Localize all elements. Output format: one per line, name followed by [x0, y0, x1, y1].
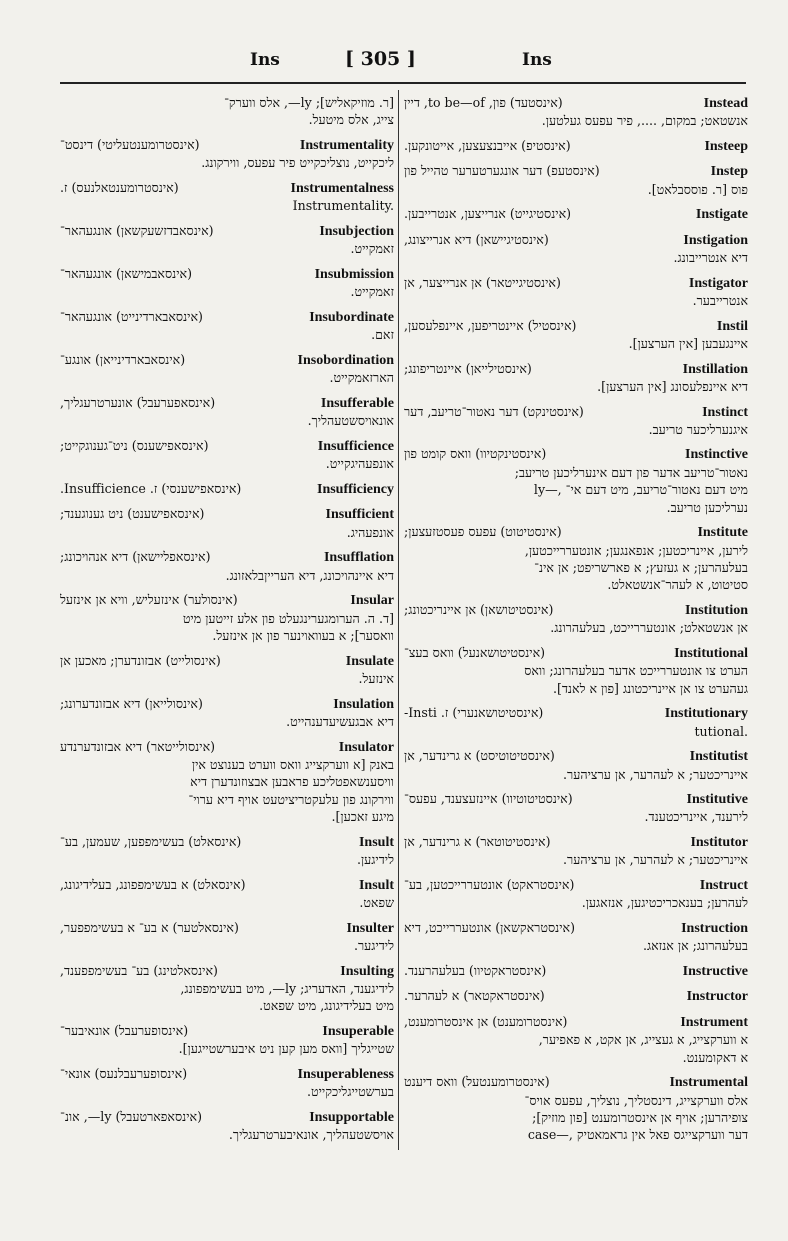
definition-text: הערט צו אונטעררייכט אדער בעלעהרונג; וואס [524, 663, 748, 679]
entry-line [404, 723, 748, 740]
dictionary-entry [404, 445, 748, 516]
entry-line [404, 335, 748, 352]
entry-line [60, 876, 394, 894]
headword: Instinct [702, 404, 748, 420]
entry-line [60, 756, 394, 773]
definition-text: (אינסטיל) איינטריפען, איינפלעסען, [404, 317, 577, 333]
entry-line [60, 265, 394, 283]
headword: Instep [710, 164, 748, 180]
entry-line [60, 326, 394, 343]
headword: Instigator [688, 275, 748, 291]
entry-line [60, 670, 394, 687]
dictionary-entry [404, 833, 748, 869]
dictionary-entry [404, 137, 748, 155]
definition-text: איינגעבען [אין הערצען]. [628, 336, 748, 352]
entry-line [404, 851, 748, 868]
definition-text: Instrumentality. [292, 198, 394, 214]
entry-line [60, 1126, 394, 1143]
dictionary-entry [404, 162, 748, 198]
entry-line [60, 567, 394, 584]
headword: Insteep [704, 138, 748, 154]
headword: Institutor [690, 834, 748, 850]
definition-text: דיא איינהויכונג, דיא הערייןבלאזונג. [225, 567, 394, 583]
definition-text: ly—, מיט דעם נאטור־טריעב, מיט דעם אי־ [533, 482, 748, 498]
definition-text: אנטרייבער. [692, 293, 748, 309]
definition-text: נערליכען טריעב. [666, 499, 748, 515]
definition-text: (אינסאפליישאן) דיא אנהויכונג; [60, 549, 211, 565]
entry-line [60, 283, 394, 300]
dictionary-entry [60, 548, 394, 584]
headword: Insuperableness [297, 1066, 394, 1082]
headword: Insufficience [317, 438, 394, 454]
definition-text: (אינסטראקטאר) א לעהרער. [404, 988, 545, 1004]
entry-line [60, 154, 394, 171]
headword: Insulator [338, 739, 394, 755]
definition-text: סטיטוט, א לעהר־אנשטאלט. [607, 577, 748, 593]
entry-line [60, 1040, 394, 1057]
entry-line [60, 412, 394, 429]
definition-text: הארזאמקייט. [329, 370, 394, 386]
headword: Institutist [689, 749, 748, 765]
dictionary-entry [60, 738, 394, 826]
definition-text: [ד. ה. הערומגערינגעלט פון אלע זייטען מיט [182, 610, 394, 626]
dictionary-entry [60, 480, 394, 498]
entry-line [404, 181, 748, 198]
headword: Insulting [340, 963, 394, 979]
dictionary-entry [404, 704, 748, 740]
definition-text: לעהרען; בענאכריכטיגען, אנזאגען. [581, 895, 748, 911]
dictionary-entry [404, 987, 748, 1005]
definition-text: זאם. [371, 327, 394, 343]
definition-text: (אינסטיטוטיסט) א גרינדער, אן [404, 748, 555, 764]
headword: Insubmission [314, 266, 394, 282]
definition-text: (אינסאלט) א בעשימפפונג, בעלידיגונג, [60, 876, 246, 892]
definition-text: (אינסטינקט) דער נאטור־טריעב, דער [404, 403, 584, 419]
entry-line [404, 542, 748, 559]
entry-line [60, 791, 394, 808]
entry-line [404, 1031, 748, 1048]
dictionary-entry [404, 205, 748, 223]
entry-line [404, 464, 748, 481]
headword: Instruct [699, 877, 748, 893]
entry-line [60, 240, 394, 257]
headword: Institution [684, 602, 748, 618]
headword: Insobordination [297, 352, 394, 368]
dictionary-entry [404, 876, 748, 912]
entry-line [60, 136, 394, 154]
entry-line [60, 1083, 394, 1100]
definition-text: א דאקומענט. [682, 1049, 748, 1065]
definition-text: (אינסטיטוטאר) א גרינדער, אן [404, 833, 551, 849]
dictionary-entry [60, 1022, 394, 1058]
definition-text: (אינסולער) אינזעליש, וויא אן אינזעל [60, 592, 238, 608]
definition-text: (אינסאפישענסי) ז. Insufficience. [60, 480, 242, 496]
entry-line [404, 662, 748, 679]
dictionary-entry [404, 1073, 748, 1144]
entry-line [404, 403, 748, 421]
entry-line [404, 112, 748, 129]
entry-line [404, 559, 748, 576]
definition-text: (אינסטרומענט) אן אינסטרומענט, [404, 1013, 568, 1029]
definition-text: (אינסופערעבל) אונאיבער־ [60, 1023, 189, 1038]
entry-line [404, 644, 748, 662]
dictionary-entry [60, 876, 394, 912]
headword: Insular [350, 593, 394, 609]
definition-text: case—, דער ווערקצייגס פאל אין גראמאטיק [527, 1127, 748, 1143]
definition-text: באנק [א ווערקצייג וואס ווערט בענוצט אין [191, 756, 394, 772]
definition-text: אונפעהיגקייט. [325, 456, 394, 472]
entry-line [404, 499, 748, 516]
definition-text: tutional. [694, 723, 748, 739]
definition-text: (אינסולייאן) דיא אבזונדערונג; [60, 695, 203, 711]
dictionary-entry [404, 601, 748, 637]
headword: Institutionary [664, 706, 748, 722]
entry-line [60, 369, 394, 386]
entry-line [404, 205, 748, 223]
headword: Instil [716, 318, 748, 334]
entry-line [404, 766, 748, 783]
definition-text: אויסשטעהליך, אונאיבערטרעגליך. [228, 1127, 394, 1143]
definition-text: זאמקייט. [350, 284, 394, 300]
entry-line [404, 1126, 748, 1143]
definition-text: איגנערליכער טריעב. [648, 421, 748, 437]
dictionary-entry [404, 274, 748, 310]
headword: Insufferable [320, 395, 394, 411]
headword: Institutional [674, 645, 748, 661]
entry-line [60, 308, 394, 326]
entry-line [404, 481, 748, 498]
entry-line [60, 808, 394, 825]
entry-line [60, 94, 394, 111]
dictionary-entry [60, 265, 394, 301]
header-guide-word-right: Ins [522, 50, 552, 70]
entry-line [60, 738, 394, 756]
definition-text: (אינסטראקטיוו) בעלעהרענד. [404, 962, 547, 978]
definition-text: (אינסטרומענטעליטי) דינסט־ [60, 136, 200, 152]
entry-line [404, 231, 748, 249]
headword: Instigation [683, 232, 748, 248]
headword: Instrumental [669, 1075, 748, 1091]
entry-line [404, 421, 748, 438]
entry-line [404, 833, 748, 851]
definition-text: (אינסטראקשאן) אונטעררייכט, דיא [404, 919, 575, 935]
headword: Insufficient [325, 507, 394, 523]
entry-line [404, 1073, 748, 1091]
headword: Insupportable [309, 1109, 394, 1125]
dictionary-entry [404, 747, 748, 783]
definition-text: (אינסולייט) אבזונדערן; מאכען אן [60, 652, 221, 668]
dictionary-entry [404, 403, 748, 439]
definition-text: לידיגען. [356, 852, 394, 868]
definition-text: (אינסטיטושאנערי) ז. Insti- [404, 705, 544, 721]
definition-text: מיגע זאכען]. [331, 809, 394, 825]
dictionary-entry [404, 317, 748, 353]
definition-text: ליכקייט, נוצליכקייט פיר עפעס, ווירקונג. [201, 155, 394, 171]
entry-line [404, 523, 748, 541]
entry-line [60, 695, 394, 713]
headword: Insulation [333, 696, 394, 712]
entry-line [60, 548, 394, 566]
definition-text: (אינסופערעבלנעס) אונאי־ [60, 1065, 188, 1081]
entry-line [404, 274, 748, 292]
headword: Instruction [681, 920, 748, 936]
entry-line [60, 351, 394, 369]
dictionary-entry [404, 231, 748, 267]
entry-line [60, 1022, 394, 1040]
entry-line [60, 713, 394, 730]
definition-text: לידיגער. [353, 938, 394, 954]
definition-text: א ווערקצייג, א געצייג, אן אקט, א פאפיער, [538, 1032, 748, 1048]
entry-line [60, 652, 394, 670]
entry-line [60, 610, 394, 627]
entry-line [404, 919, 748, 937]
entry-line [60, 437, 394, 455]
entry-line [404, 137, 748, 155]
definition-text: (אינסטינקטיוו) וואס קומט פון [404, 446, 547, 462]
entry-line [404, 680, 748, 697]
definition-text: (אינסטעד) פון, to be—of, דיין [404, 95, 563, 110]
dictionary-entry [60, 351, 394, 387]
entry-line [404, 378, 748, 395]
entry-line [60, 851, 394, 868]
headword: Instigate [695, 207, 748, 223]
dictionary-entry [404, 523, 748, 594]
dictionary-entry [60, 505, 394, 541]
definition-text: (אינסאפישענס) ניט־גענוגקייט; [60, 437, 209, 453]
entry-line [60, 773, 394, 790]
definition-text: נאטור־טריעב אדער פון דעם אינערליכען טריעב; [514, 464, 748, 480]
dictionary-entry [404, 644, 748, 697]
entry-line [60, 455, 394, 472]
definition-text: מיט בעלידיגונג, מיט שפאט. [259, 998, 394, 1014]
entry-line [404, 937, 748, 954]
definition-text: דיא אנטרייבונג. [673, 250, 748, 266]
entry-line [404, 1013, 748, 1031]
headword: Insubordinate [309, 309, 394, 325]
entry-line [60, 1065, 394, 1083]
definition-text: (אינסאפארטעבל) ly—, אונ־ [60, 1108, 202, 1124]
entry-line [60, 1108, 394, 1126]
definition-text: (אינסטיגייטאר) אן אנרייצער, אן [404, 274, 561, 290]
dictionary-entry [60, 1108, 394, 1144]
definition-text: לירען, איינריכטען; אנפאנגען; אונטעררייכטען, [524, 542, 748, 558]
definition-text: (אינסטילייאן) איינטריפונג; [404, 360, 532, 376]
definition-text: וואסער]; א בעוואוינער פון אן אינזעל. [212, 628, 394, 644]
headword: Instillation [682, 361, 748, 377]
entry-line [404, 1092, 748, 1109]
header-guide-word-left: Ins [250, 50, 280, 70]
entry-line [60, 524, 394, 541]
dictionary-entry [60, 394, 394, 430]
entry-line [60, 591, 394, 609]
definition-text: שפאט. [359, 895, 394, 911]
entry-line [404, 162, 748, 180]
column-divider [398, 90, 399, 1150]
definition-text: דיא אבגעשיעדענהייט. [286, 713, 394, 729]
definition-text: בעלעהרען; א געזעץ; א פארשריפט; אן אינ־ [534, 560, 748, 576]
entry-line [60, 505, 394, 523]
definition-text: פוס [ר. פוססבלאט]. [647, 181, 748, 197]
entry-line [60, 919, 394, 937]
dictionary-entry [404, 962, 748, 980]
dictionary-entry [60, 136, 394, 172]
entry-line [404, 292, 748, 309]
definition-text: (אינסאבדזשעקשאן) אונגעהאר־ [60, 222, 214, 238]
headword: Institutive [686, 792, 748, 808]
definition-text: לירענד, איינריכטענד. [644, 809, 748, 825]
dictionary-entry [60, 222, 394, 258]
entry-line [60, 197, 394, 214]
definition-text: (אינסטיגייט) אנרייצען, אנטרייבען. [404, 206, 572, 222]
definition-text: [ר. מוזיקאליש]; ly—, אלס ווערק־ [224, 95, 394, 110]
dictionary-entry [404, 360, 748, 396]
entry-line [60, 980, 394, 997]
left-column [60, 94, 394, 1144]
definition-text: (אינסטיטוט) עפעס פעסטזעצען; [404, 524, 562, 540]
definition-text: (אינסאבארדינייט) אונגעהאר־ [60, 308, 203, 324]
definition-text: אינזעל. [358, 671, 394, 686]
definition-text: איינריכטער; א לעהרער, אן ערציהער. [563, 852, 748, 868]
headword: Insubjection [319, 223, 394, 239]
dictionary-entry [60, 591, 394, 644]
definition-text: (אינסטיטוטיוו) איינזעצענד, עפעס־ [404, 791, 573, 807]
headword: Instrumentalness [290, 180, 394, 196]
definition-text: (אינסאלט) בעשימפפען, שעמען, בע־ [60, 833, 242, 849]
page-number: [ 305 ] [345, 48, 416, 70]
headword: Instrumentality [299, 137, 394, 153]
definition-text: דיא איינפלעסונג [אין הערצען]. [597, 379, 748, 395]
definition-text: אן אנשטאלט; אונטעררייכט, בעלעהרונג. [550, 620, 748, 636]
definition-text: זאמקייט. [350, 241, 394, 257]
dictionary-entry [60, 695, 394, 731]
dictionary-entry [404, 919, 748, 955]
definition-text: ווירקונג פון עלעקטריציטעט אויף דיא ערוי־ [188, 791, 394, 807]
entry-line [404, 94, 748, 112]
definition-text: בערשטייגליכקייט. [307, 1084, 394, 1100]
definition-text: צופיהרען; אויף אן אינסטרומענט [פון מוזיק]; [532, 1109, 748, 1125]
entry-line [404, 1049, 748, 1066]
definition-text: (אינסטעפ) דער אונגערטערער טהייל פון [404, 163, 600, 179]
entry-line [404, 249, 748, 266]
definition-text: (אינסאלטער) א בע־ א בעשימפפער, [60, 919, 239, 935]
dictionary-entry [60, 308, 394, 344]
entry-line [60, 937, 394, 954]
entry-line [404, 601, 748, 619]
definition-text: (אינסטרומענטאלנעס) ז. [60, 179, 179, 195]
entry-line [404, 317, 748, 335]
definition-text: (אינסאפישענט) ניט גענוגענד; [60, 506, 205, 522]
definition-text: צייג, אלס מיטעל. [308, 112, 394, 128]
definition-text: איינריכטער; א לעהרער, אן ערציהער. [563, 766, 748, 782]
definition-text: (אינסאלטינג) בע־ בעשימפפענד, [60, 962, 218, 978]
headword: Instead [703, 96, 748, 111]
header-rule [60, 82, 746, 84]
entry-line [60, 833, 394, 851]
dictionary-entry [60, 437, 394, 473]
entry-line [404, 987, 748, 1005]
definition-text: (אינסאבמישאן) אונגעהאר־ [60, 265, 192, 281]
definition-text: (אינסאפערעבל) אונערטרעגליך, [60, 394, 216, 410]
entry-line [404, 704, 748, 722]
dictionary-entry [404, 1013, 748, 1066]
headword: Instructive [682, 963, 748, 979]
page-header [0, 50, 788, 80]
entry-line [404, 962, 748, 980]
definition-text: וויסענשאפטליכע פראבען אבצוזונדערן דיא [190, 774, 394, 790]
definition-text: בעלעהרונג; אן אנזאג. [642, 938, 748, 954]
definition-text: אנשטאט; במקום, ...., פיר עפעס געלטען. [541, 113, 748, 129]
entry-line [60, 111, 394, 128]
definition-text: שטייגליך [וואס מען קען ניט איבערשטייגען]. [178, 1041, 394, 1057]
entry-line [404, 1109, 748, 1126]
entry-line [404, 445, 748, 463]
right-column [404, 94, 748, 1144]
definition-text: אלס ווערקצייג, דינסטליך, נוצליך, עפעס אויס־ [524, 1092, 748, 1108]
entry-line [60, 962, 394, 980]
headword: Instrument [680, 1014, 748, 1030]
dictionary-entry [60, 962, 394, 1015]
dictionary-entry [60, 919, 394, 955]
entry-line [60, 997, 394, 1014]
dictionary-entry [60, 652, 394, 688]
headword: Insult [358, 834, 394, 850]
definition-text: (אינסטיגיישאן) דיא אנרייצונג, [404, 231, 549, 247]
entry-line [404, 876, 748, 894]
entry-line [404, 808, 748, 825]
headword: Insufflation [323, 550, 394, 566]
definition-text: (אינסטיטושאן) אן איינריכטונג; [404, 601, 554, 617]
definition-text: (אינסטיפ) אייבנצעצען, אייטונקען. [404, 137, 571, 153]
definition-text: (אינסולייטאר) דיא אבזונדערנדע [60, 738, 216, 754]
dictionary-entry [60, 179, 394, 215]
entry-line [404, 360, 748, 378]
definition-text: אונאויסשטעהליך. [307, 413, 394, 429]
entry-line [404, 619, 748, 636]
entry-line [60, 627, 394, 644]
entry-line [60, 480, 394, 498]
entry-line [404, 894, 748, 911]
entry-line [60, 179, 394, 197]
definition-text: געהערט צו אן איינריכטונג [פון א לאנד]. [552, 680, 748, 696]
headword: Institute [697, 525, 748, 541]
definition-text: לידיגענד, האדעריג; ly—, מיט בעשימפפונג, [180, 981, 394, 997]
entry-line [404, 790, 748, 808]
headword: Insult [358, 877, 394, 893]
headword: Insufficiency [317, 481, 394, 497]
dictionary-entry [60, 833, 394, 869]
entry-line [60, 894, 394, 911]
dictionary-entry [60, 1065, 394, 1101]
headword: Insulter [346, 920, 394, 936]
headword: Insulate [345, 653, 394, 669]
dictionary-entry [60, 94, 394, 129]
definition-text: (אינסטראקט) אונטעררייכטען, בע־ [404, 876, 575, 892]
entry-line [404, 576, 748, 593]
headword: Insuperable [322, 1024, 394, 1039]
definition-text: (אינסאבארדינייאן) אונגע־ [60, 351, 186, 367]
headword: Instinctive [685, 447, 748, 463]
definition-text: (אינסטרומענטעל) וואס דיענט [404, 1074, 550, 1090]
definition-text: (אינסטיטושאנעל) וואס בעצ־ [404, 644, 546, 660]
entry-line [60, 394, 394, 412]
entry-line [404, 747, 748, 765]
entry-line [60, 222, 394, 240]
headword: Instructor [686, 989, 748, 1005]
dictionary-entry [404, 94, 748, 130]
definition-text: אונפעהיג. [346, 524, 394, 540]
dictionary-entry [404, 790, 748, 826]
